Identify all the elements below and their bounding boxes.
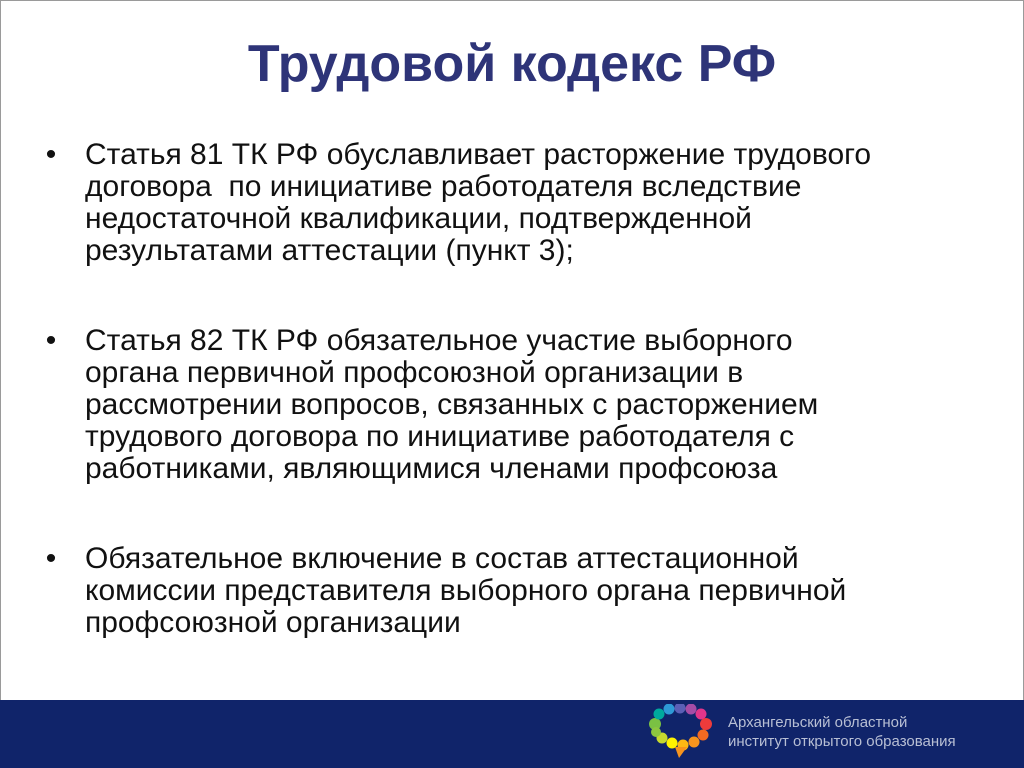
bullet-line: профсоюзной организации (85, 606, 461, 639)
organization-name (728, 713, 1018, 751)
bullet-line: недостаточной квалификации, подтвержденной (85, 202, 752, 235)
bullet-line: рассмотрении вопросов, связанных с расторжением (85, 388, 819, 421)
bullet-line: Обязательное включение в состав аттестационной (85, 542, 799, 575)
organization-name-line-2: институт открытого образования (728, 733, 956, 750)
bullet-marker: • (45, 138, 57, 171)
bullet-line: Статья 81 ТК РФ обуславливает расторжение трудового (85, 138, 872, 171)
bullet-list (41, 139, 981, 639)
bullet-line: работниками, являющимися членами профсоюза (85, 452, 778, 485)
bullet-item (41, 325, 981, 485)
bullet-line: Статья 82 ТК РФ обязательное участие выборного (85, 324, 793, 357)
bullet-line: трудового договора по инициативе работодателя с (85, 420, 795, 453)
bullet-item (41, 139, 981, 267)
bullet-line: органа первичной профсоюзной организации в (85, 356, 744, 389)
bullet-item (41, 543, 981, 639)
organization-name-line-1: Архангельский областной (728, 714, 908, 731)
bullet-marker: • (45, 324, 57, 357)
bullet-line: комиссии представителя выборного органа первичной (85, 574, 847, 607)
bullet-line: результатами аттестации (пункт 3); (85, 234, 574, 267)
bullet-line: договора по инициативе работодателя вследствие (85, 170, 802, 203)
speech-bubble-logo-icon (645, 704, 715, 760)
slide-title: Трудовой кодекс РФ (247, 35, 777, 93)
bullet-marker: • (45, 542, 57, 575)
